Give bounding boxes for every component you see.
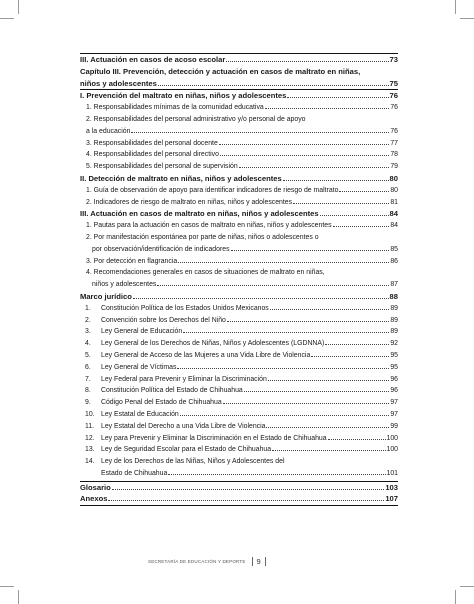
toc-heading[interactable]	[80, 53, 398, 66]
toc-leader-dots	[244, 391, 390, 392]
toc-entry-label: Ley de los Derechos de las Niñas, Niños y Adolescentes del	[101, 458, 285, 466]
toc-entry-label: 3. Responsabilidades del personal docente	[86, 139, 218, 147]
toc-leader-dots	[223, 403, 390, 404]
toc-entry-label: 2. Responsabilidades del personal administrativo y/o personal de apoyo	[86, 115, 306, 123]
toc-entry-label: niños y adolescentes	[92, 281, 157, 289]
toc-entry-label: Código Penal del Estado de Chihuahua	[101, 399, 222, 407]
toc-entry-label: Constitución Política del Estado de Chihuahua	[101, 387, 243, 395]
crop-mark	[18, 590, 19, 604]
toc-entry[interactable]	[80, 350, 398, 362]
crop-mark	[0, 586, 14, 587]
toc-entry-label: 2. Indicadores de riesgo de maltrato en niñas, niños y adolescentes	[86, 198, 293, 206]
toc-page-number: 84	[390, 222, 398, 230]
toc-entry-label: 2. Por manifestación espontánea por parte de niñas, niños o adolescentes o	[86, 233, 319, 241]
crop-mark	[455, 590, 456, 604]
toc-heading[interactable]	[80, 66, 398, 78]
crop-mark	[460, 586, 474, 587]
toc-entry-label: Marco jurídico	[80, 291, 132, 301]
toc-entry-label: 1. Pautas para la actuación en casos de maltrato en niñas, niños y adolescentes	[86, 222, 332, 230]
toc-entry-number: 4.	[85, 340, 91, 348]
toc-entry-number: 3.	[85, 328, 91, 336]
toc-page-number: 75	[389, 78, 398, 88]
toc-leader-dots	[239, 167, 390, 168]
toc-page-number: 85	[390, 245, 398, 253]
toc-leader-dots	[158, 85, 389, 86]
toc-entry-label: III. Actuación en casos de acoso escolar	[80, 55, 226, 64]
toc-entry-label: 5. Responsabilidades del personal de supervisión	[86, 163, 238, 171]
toc-entry[interactable]	[80, 102, 398, 114]
toc-entry-label: Estado de Chihuahua	[101, 469, 168, 477]
toc-page-number: 100	[386, 434, 398, 442]
toc-leader-dots	[283, 180, 389, 181]
toc-leader-dots	[325, 344, 389, 345]
toc-page-number: 92	[390, 340, 398, 348]
toc-entry-label: Ley Federal para Prevenir y Eliminar la Discriminación	[101, 375, 267, 383]
toc-leader-dots	[265, 108, 390, 109]
toc-entry[interactable]	[80, 114, 398, 126]
toc-entry[interactable]	[80, 444, 398, 456]
toc-page-number: 96	[390, 387, 398, 395]
toc-leader-dots	[112, 489, 385, 490]
toc-page-number: 89	[390, 316, 398, 324]
toc-page-number: 76	[390, 104, 398, 112]
toc-entry-number: 7.	[85, 375, 91, 383]
toc-entry[interactable]	[80, 468, 398, 480]
toc-entry[interactable]	[80, 185, 398, 197]
toc-leader-dots	[219, 144, 390, 145]
toc-page-number: 77	[390, 139, 398, 147]
toc-heading[interactable]	[80, 208, 398, 220]
toc-entry-number: 8.	[85, 387, 91, 395]
toc-heading[interactable]	[80, 493, 398, 506]
crop-mark	[18, 0, 19, 14]
toc-entry[interactable]	[80, 409, 398, 421]
toc-page-number: 78	[390, 151, 398, 159]
toc-page-number: 79	[390, 163, 398, 171]
toc-entry[interactable]	[80, 126, 398, 138]
toc-page-number: 95	[390, 363, 398, 371]
toc-page-number: 97	[390, 410, 398, 418]
toc-entry[interactable]	[80, 421, 398, 433]
toc-entry-label: Capítulo III. Prevención, detección y actuación en casos de maltrato en niñas,	[80, 66, 361, 76]
toc-page-number: 81	[390, 198, 398, 206]
toc-entry-label: 4. Recomendaciones generales en casos de situaciones de maltrato en niñas,	[86, 269, 325, 277]
toc-entry[interactable]	[80, 315, 398, 327]
toc-entry-label: niños y adolescentes	[80, 78, 157, 88]
toc-entry-label: Ley para Prevenir y Eliminar la Discriminación en el Estado de Chihuahua	[101, 434, 327, 442]
toc-page-number: 96	[390, 375, 398, 383]
toc-page-number: 100	[386, 446, 398, 454]
toc-entry[interactable]	[80, 385, 398, 397]
page-footer	[148, 555, 398, 567]
toc-entry[interactable]	[80, 138, 398, 150]
toc-entry-label: I. Prevención del maltrato en niñas, niños y adolescentes	[80, 91, 287, 101]
toc-page-number: 76	[389, 91, 398, 101]
toc-entry-number: 6.	[85, 363, 91, 371]
toc-heading[interactable]	[80, 90, 398, 102]
toc-leader-dots	[178, 262, 389, 263]
crop-mark	[0, 18, 14, 19]
toc-entry-number: 14.	[85, 458, 95, 466]
toc-entry[interactable]	[80, 279, 398, 291]
toc-leader-dots	[270, 309, 390, 310]
toc-entry-label: III. Actuación en casos de maltrato en niñas, niños y adolescentes	[80, 209, 319, 219]
toc-entry-number: 13.	[85, 446, 95, 454]
toc-page-number: 97	[390, 399, 398, 407]
toc-entry[interactable]	[80, 374, 398, 386]
toc-leader-dots	[287, 97, 388, 98]
toc-entry-label: Ley General de Víctimas	[101, 363, 177, 371]
toc-leader-dots	[133, 298, 389, 299]
toc-entry-label: Glosario	[80, 482, 111, 492]
toc-page-number: 86	[390, 257, 398, 265]
toc-entry[interactable]	[80, 362, 398, 374]
toc-entry[interactable]	[80, 338, 398, 350]
toc-entry-label: 4. Responsabilidades del personal directivo	[86, 151, 219, 159]
toc-page-number: 89	[390, 328, 398, 336]
toc-leader-dots	[328, 439, 386, 440]
toc-entry-label: Ley Estatal de Educación	[101, 410, 179, 418]
toc-leader-dots	[320, 215, 389, 216]
toc-leader-dots	[180, 415, 390, 416]
toc-leader-dots	[157, 285, 389, 286]
toc-leader-dots	[183, 332, 389, 333]
toc-leader-dots	[168, 474, 385, 475]
toc-entry[interactable]	[80, 267, 398, 279]
toc-entry-label: Ley General de Educación	[101, 328, 183, 336]
toc-entry[interactable]	[80, 220, 398, 232]
toc-leader-dots	[311, 356, 389, 357]
toc-entry[interactable]	[80, 149, 398, 161]
toc-page-number: 84	[389, 209, 398, 219]
toc-entry-label: Convención sobre los Derechos del Niño	[101, 316, 226, 324]
toc-entry[interactable]	[80, 433, 398, 445]
table-of-contents	[80, 52, 398, 506]
toc-entry[interactable]	[80, 161, 398, 173]
toc-entry-label: 1. Responsabilidades mínimas de la comunidad educativa	[86, 104, 264, 112]
toc-heading[interactable]	[80, 78, 398, 91]
toc-page-number: 80	[389, 173, 398, 183]
toc-leader-dots	[177, 368, 389, 369]
toc-page-number: 87	[390, 281, 398, 289]
toc-entry-number: 10.	[85, 410, 95, 418]
toc-entry[interactable]	[80, 456, 398, 468]
toc-leader-dots	[231, 250, 390, 251]
toc-leader-dots	[108, 500, 384, 501]
toc-entry-label: Anexos	[80, 494, 108, 504]
toc-entry[interactable]	[80, 397, 398, 409]
toc-entry-label: Ley General de los Derechos de Niñas, Niños y Adolescentes (LGDNNA)	[101, 340, 325, 348]
toc-entry-number: 5.	[85, 351, 91, 359]
toc-entry-label: Ley de Seguridad Escolar para el Estado de Chihuahua	[101, 446, 272, 454]
toc-page-number: 89	[390, 304, 398, 312]
toc-entry[interactable]	[80, 244, 398, 256]
toc-leader-dots	[333, 226, 390, 227]
crop-mark	[455, 0, 456, 14]
toc-page-number: 95	[390, 351, 398, 359]
crop-mark	[460, 18, 474, 19]
toc-page-number: 76	[390, 127, 398, 135]
toc-entry-label: 3. Por detección en flagrancia	[86, 257, 178, 265]
toc-entry-number: 1.	[85, 304, 91, 312]
toc-entry-number: 11.	[85, 422, 95, 430]
toc-entry-number: 12.	[85, 434, 95, 442]
toc-leader-dots	[226, 61, 388, 62]
toc-entry-number: 9.	[85, 399, 91, 407]
toc-leader-dots	[220, 155, 389, 156]
toc-leader-dots	[339, 191, 389, 192]
toc-entry[interactable]	[80, 303, 398, 315]
footer-department: SECRETARÍA DE EDUCACIÓN Y DEPORTE	[148, 558, 246, 564]
toc-entry-number: 2.	[85, 316, 91, 324]
toc-page-number: 101	[386, 469, 398, 477]
toc-leader-dots	[293, 203, 389, 204]
toc-entry[interactable]	[80, 326, 398, 338]
toc-leader-dots	[272, 450, 385, 451]
toc-page-number: 107	[385, 494, 398, 504]
toc-entry-label: Constitución Política de los Estados Unidos Mexicanos	[101, 304, 269, 312]
toc-entry-label: por observación/identificación de indicadores	[92, 245, 230, 253]
toc-entry-label: Ley Estatal del Derecho a una Vida Libre de Violencia	[101, 422, 266, 430]
toc-entry[interactable]	[80, 232, 398, 244]
toc-page-number: 73	[389, 55, 398, 64]
toc-page-number: 88	[389, 291, 398, 301]
toc-heading[interactable]	[80, 173, 398, 185]
toc-page-number: 99	[390, 422, 398, 430]
toc-entry[interactable]	[80, 197, 398, 209]
toc-entry-label: II. Detección de maltrato en niñas, niños y adolescentes	[80, 173, 282, 183]
toc-leader-dots	[227, 321, 389, 322]
toc-leader-dots	[266, 427, 389, 428]
toc-entry-label: Ley General de Acceso de las Mujeres a una Vida Libre de Violencia	[101, 351, 311, 359]
toc-page-number: 103	[385, 482, 398, 492]
toc-leader-dots	[131, 132, 389, 133]
toc-entry-label: a la educación	[86, 127, 131, 135]
toc-entry[interactable]	[80, 256, 398, 268]
toc-page-number: 80	[390, 186, 398, 194]
footer-page-number: 9	[252, 557, 266, 566]
toc-entry-label: 1. Guía de observación de apoyo para identificar indicadores de riesgo de maltrato	[86, 186, 339, 194]
toc-heading[interactable]	[80, 481, 398, 494]
toc-heading[interactable]	[80, 291, 398, 303]
toc-leader-dots	[268, 380, 390, 381]
